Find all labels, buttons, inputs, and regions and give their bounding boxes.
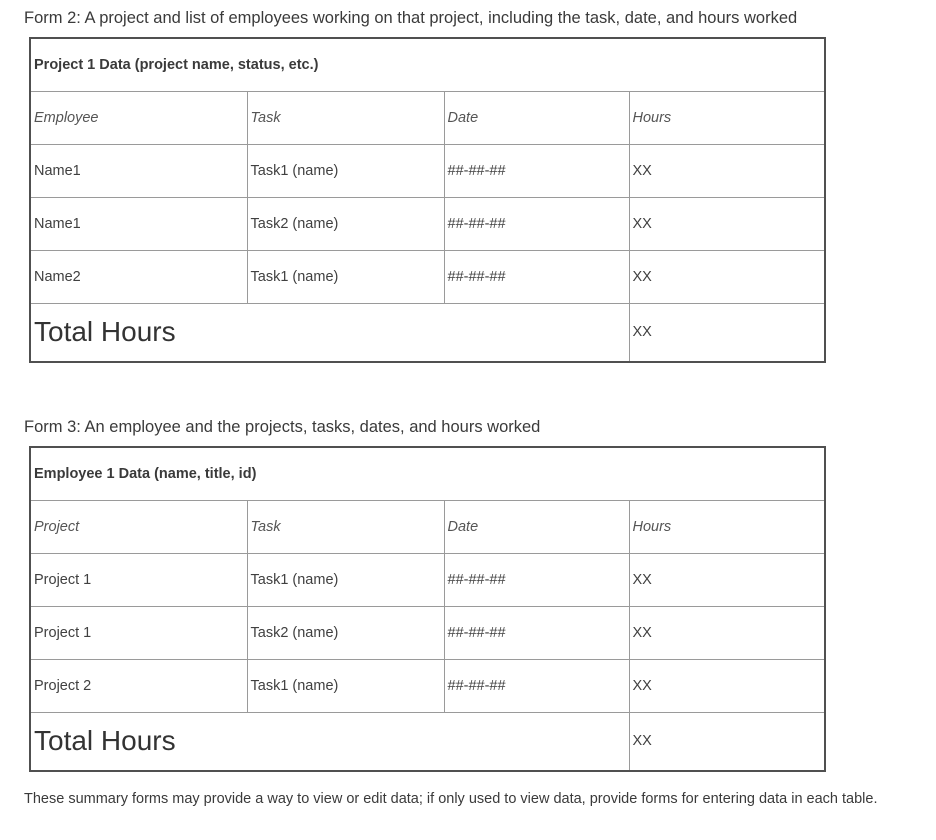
footer-note: These summary forms may provide a way to view or edit data; if only used to view data, provide forms for entering data in each table. xyxy=(24,791,878,807)
hours-cell: XX xyxy=(629,553,825,606)
project-cell: Project 2 xyxy=(30,659,247,712)
form3-title: Employee 1 Data (name, title, id) xyxy=(30,447,825,500)
column-header-project: Project xyxy=(30,500,247,553)
column-header-task: Task xyxy=(247,91,444,144)
form3-total-row xyxy=(30,712,825,771)
table-row xyxy=(30,250,825,303)
form2-header-row xyxy=(30,91,825,144)
date-cell: ##-##-## xyxy=(444,606,629,659)
form2-title-row xyxy=(30,38,825,91)
employee-cell: Name1 xyxy=(30,197,247,250)
hours-cell: XX xyxy=(629,250,825,303)
task-cell: Task1 (name) xyxy=(247,144,444,197)
column-header-task: Task xyxy=(247,500,444,553)
form2-table xyxy=(29,37,826,363)
form3-header-row xyxy=(30,500,825,553)
hours-cell: XX xyxy=(629,144,825,197)
total-hours-value: XX xyxy=(629,303,825,362)
total-hours-label: Total Hours xyxy=(30,303,629,362)
employee-cell: Name2 xyxy=(30,250,247,303)
hours-cell: XX xyxy=(629,659,825,712)
task-cell: Task1 (name) xyxy=(247,250,444,303)
form2-heading: Form 2: A project and list of employees working on that project, including the task, date, and hours worked xyxy=(24,9,798,27)
table-row xyxy=(30,606,825,659)
table-row xyxy=(30,553,825,606)
task-cell: Task1 (name) xyxy=(247,659,444,712)
total-hours-value: XX xyxy=(629,712,825,771)
table-row xyxy=(30,659,825,712)
date-cell: ##-##-## xyxy=(444,144,629,197)
column-header-date: Date xyxy=(444,91,629,144)
date-cell: ##-##-## xyxy=(444,553,629,606)
column-header-employee: Employee xyxy=(30,91,247,144)
table-row xyxy=(30,144,825,197)
column-header-hours: Hours xyxy=(629,91,825,144)
table-row xyxy=(30,197,825,250)
date-cell: ##-##-## xyxy=(444,197,629,250)
project-cell: Project 1 xyxy=(30,553,247,606)
task-cell: Task2 (name) xyxy=(247,197,444,250)
date-cell: ##-##-## xyxy=(444,659,629,712)
date-cell: ##-##-## xyxy=(444,250,629,303)
form3-heading: Form 3: An employee and the projects, tasks, dates, and hours worked xyxy=(24,418,541,436)
task-cell: Task2 (name) xyxy=(247,606,444,659)
project-cell: Project 1 xyxy=(30,606,247,659)
form2-total-row xyxy=(30,303,825,362)
task-cell: Task1 (name) xyxy=(247,553,444,606)
form3-table xyxy=(29,446,826,772)
form3-title-row xyxy=(30,447,825,500)
column-header-hours: Hours xyxy=(629,500,825,553)
employee-cell: Name1 xyxy=(30,144,247,197)
hours-cell: XX xyxy=(629,606,825,659)
form2-title: Project 1 Data (project name, status, etc.) xyxy=(30,38,825,91)
total-hours-label: Total Hours xyxy=(30,712,629,771)
column-header-date: Date xyxy=(444,500,629,553)
hours-cell: XX xyxy=(629,197,825,250)
